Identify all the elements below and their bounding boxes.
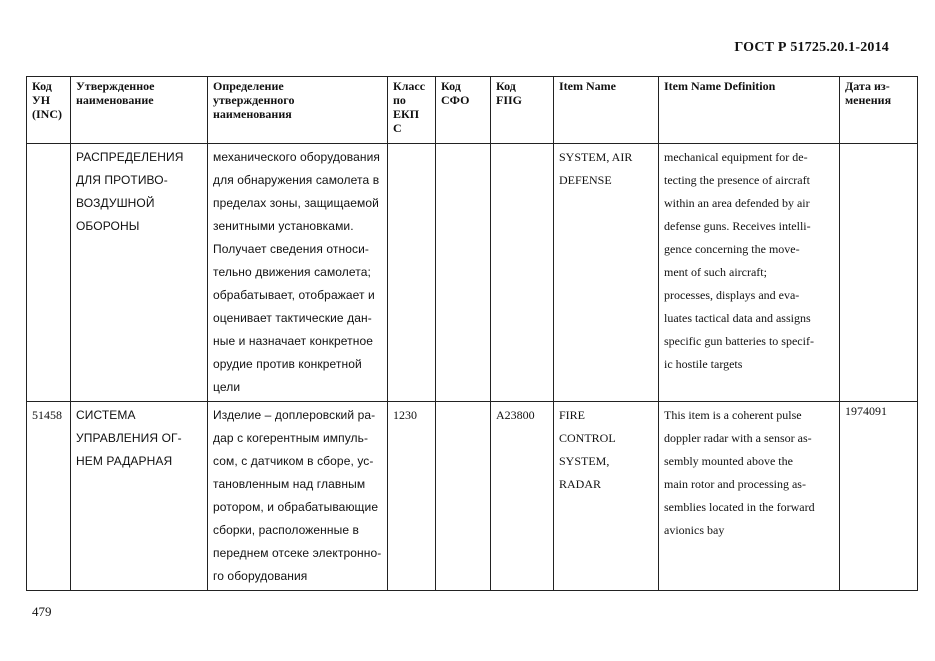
cell-line: ВОЗДУШНОЙ: [76, 196, 155, 210]
cell-line: го оборудования: [213, 569, 308, 583]
cell-inc: 51458: [27, 402, 71, 591]
cell-line: doppler radar with a sensor as-: [664, 431, 812, 445]
cell-approved-name: [71, 402, 208, 591]
cell-line: оценивает тактические дан-: [213, 311, 372, 325]
header-class: [388, 77, 436, 144]
cell-sfo: [436, 144, 491, 402]
cell-line: defense guns. Receives intelli-: [664, 219, 811, 233]
header-line: по: [393, 93, 406, 107]
cell-line: within an area defended by air: [664, 196, 810, 210]
cell-line: дар с когерентным импуль-: [213, 431, 369, 445]
header-line: Код: [496, 79, 516, 93]
cell-line: Получает сведения относи-: [213, 242, 369, 256]
header-fiig: [491, 77, 554, 144]
page-number: 479: [32, 604, 52, 619]
cell-line: ные и назначает конкретное: [213, 334, 373, 348]
cell-item-name: [554, 402, 659, 591]
cell-line: тановленным над главным: [213, 477, 366, 491]
cell-class: [388, 144, 436, 402]
table-row: [27, 402, 918, 591]
cell-line: tecting the presence of aircraft: [664, 173, 810, 187]
cell-line: SYSTEM, AIR: [559, 150, 633, 164]
cell-line: This item is a coherent pulse: [664, 408, 802, 422]
header-line: Дата из-: [845, 79, 890, 93]
cell-line: gence concerning the move-: [664, 242, 800, 256]
cell-line: FIRE: [559, 408, 586, 422]
cell-line: SYSTEM,: [559, 454, 610, 468]
header-line: Код: [441, 79, 461, 93]
cell-line: тельно движения самолета;: [213, 265, 371, 279]
cell-line: для обнаружения самолета в: [213, 173, 380, 187]
header-line: наименования: [213, 107, 292, 121]
header-line: Код: [32, 79, 52, 93]
cell-line: processes, displays and eva-: [664, 288, 800, 302]
cell-fiig: A23800: [491, 402, 554, 591]
header-line: С: [393, 121, 402, 135]
cell-line: переднем отсеке электронно-: [213, 546, 382, 560]
cell-line: цели: [213, 380, 241, 394]
cell-line: механического оборудования: [213, 150, 381, 164]
cell-line: зенитными установками.: [213, 219, 354, 233]
header-line: УН: [32, 93, 51, 107]
cell-change-date: 1974091: [840, 402, 918, 591]
header-line: ЕКП: [393, 107, 420, 121]
cell-line: ДЛЯ ПРОТИВО-: [76, 173, 168, 187]
header-line: Item Name: [559, 79, 616, 93]
cell-line: обрабатывает, отображает и: [213, 288, 375, 302]
header-line: утвержденного: [213, 93, 295, 107]
header-sfo: [436, 77, 491, 144]
cell-line: СИСТЕМА: [76, 408, 136, 422]
cell-line: avionics bay: [664, 523, 725, 537]
header-line: Утвержденное: [76, 79, 155, 93]
cell-line: specific gun batteries to specif-: [664, 334, 814, 348]
header-line: СФО: [441, 93, 470, 107]
cell-line: luates tactical data and assigns: [664, 311, 811, 325]
header-line: Класс: [393, 79, 426, 93]
cell-line: DEFENSE: [559, 173, 612, 187]
cell-inc: [27, 144, 71, 402]
cell-line: ротором, и обрабатывающие: [213, 500, 379, 514]
header-line: (INC): [32, 107, 62, 121]
cell-class: 1230: [388, 402, 436, 591]
document-standard-header: ГОСТ Р 51725.20.1-2014: [734, 40, 889, 55]
header-item-name: [554, 77, 659, 144]
cell-item-name: [554, 144, 659, 402]
header-line: Определение: [213, 79, 284, 93]
cell-sfo: [436, 402, 491, 591]
cell-item-definition: [659, 402, 840, 591]
catalog-table: [26, 76, 918, 591]
cell-item-definition: [659, 144, 840, 402]
header-line: Item Name Definition: [664, 79, 776, 93]
header-approved-name: [71, 77, 208, 144]
header-line: наименование: [76, 93, 154, 107]
cell-line: орудие против конкретной: [213, 357, 362, 371]
header-item-definition: [659, 77, 840, 144]
header-line: FIIG: [496, 93, 523, 107]
table-header-row: [27, 77, 918, 144]
cell-line: mechanical equipment for de-: [664, 150, 808, 164]
cell-line: ment of such aircraft;: [664, 265, 767, 279]
header-line: менения: [845, 93, 892, 107]
cell-definition: [208, 402, 388, 591]
cell-line: CONTROL: [559, 431, 616, 445]
cell-line: НЕМ РАДАРНАЯ: [76, 454, 173, 468]
cell-definition: [208, 144, 388, 402]
cell-line: main rotor and processing as-: [664, 477, 806, 491]
table-row: [27, 144, 918, 402]
cell-line: ОБОРОНЫ: [76, 219, 140, 233]
cell-line: sembly mounted above the: [664, 454, 793, 468]
cell-line: RADAR: [559, 477, 602, 491]
header-definition: [208, 77, 388, 144]
cell-line: ic hostile targets: [664, 357, 743, 371]
header-inc: [27, 77, 71, 144]
cell-line: Изделие – доплеровский ра-: [213, 408, 376, 422]
cell-change-date: [840, 144, 918, 402]
cell-fiig: [491, 144, 554, 402]
header-change-date: [840, 77, 918, 144]
cell-approved-name: [71, 144, 208, 402]
cell-line: РАСПРЕДЕЛЕНИЯ: [76, 150, 184, 164]
cell-line: пределах зоны, защищаемой: [213, 196, 379, 210]
cell-line: сом, с датчиком в сборе, ус-: [213, 454, 374, 468]
cell-line: сборки, расположенные в: [213, 523, 360, 537]
cell-line: УПРАВЛЕНИЯ ОГ-: [76, 431, 182, 445]
cell-line: semblies located in the forward: [664, 500, 815, 514]
